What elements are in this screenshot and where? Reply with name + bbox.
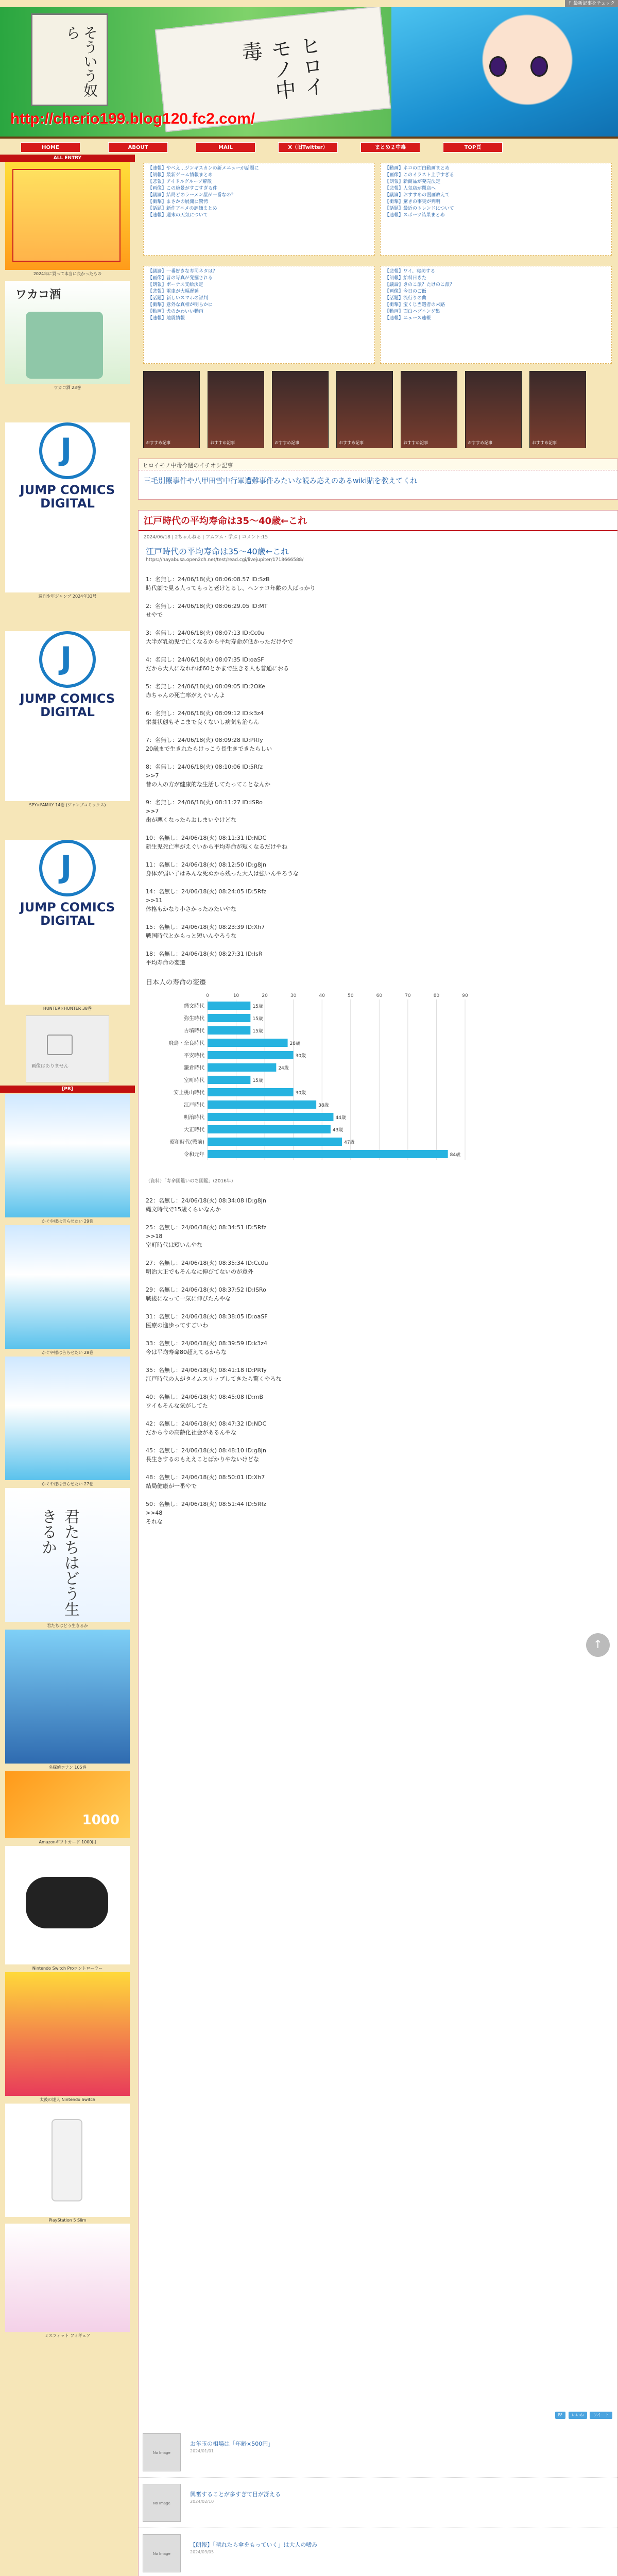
comment-post bbox=[146, 798, 610, 824]
data-label: 30歳 bbox=[295, 1054, 306, 1059]
comment-post bbox=[146, 629, 610, 646]
main-nav bbox=[0, 141, 618, 154]
rss-item[interactable]: 【話題】最近のトレンドについて bbox=[385, 206, 454, 211]
rss-item[interactable]: 【悲報】アイドルグループ解散 bbox=[148, 179, 212, 184]
bar bbox=[208, 1125, 331, 1133]
comment-post bbox=[146, 655, 610, 673]
chart-title: 日本人の寿命の変遷 bbox=[146, 979, 207, 987]
comment-post bbox=[146, 923, 610, 940]
controller-icon bbox=[26, 1877, 108, 1928]
ad-caption-4[interactable]: 君たちはどう生きるか bbox=[0, 1622, 135, 1630]
main-content bbox=[138, 155, 618, 2556]
comment-post bbox=[146, 682, 610, 700]
comment-post bbox=[146, 1312, 610, 1330]
bar bbox=[208, 1051, 294, 1059]
rss-item[interactable]: 【衝撃】宝くじ当選者の末路 bbox=[385, 302, 445, 308]
thumb-5[interactable]: おすすめ記事 bbox=[401, 371, 457, 448]
related-title[interactable]: お年玉の相場は「年齢×500円」 bbox=[190, 2441, 274, 2447]
related-item[interactable] bbox=[139, 2427, 617, 2478]
comment-post bbox=[146, 1259, 610, 1276]
rss-item[interactable]: 【衝撃】驚きの事実が判明 bbox=[385, 199, 441, 205]
post-header: 14：名無し：24/06/18(火) 08:24:05 ID:5Rfz bbox=[146, 888, 267, 895]
bar bbox=[208, 1100, 316, 1109]
header-character-art bbox=[391, 7, 618, 139]
ad-caption-8[interactable]: 太鼓の達人 Nintendo Switch bbox=[0, 2096, 135, 2104]
post-text: 戦国時代とかもっと短いんやろうな bbox=[146, 933, 236, 939]
ad-caption-2[interactable]: かぐや様は告らせたい 28巻 bbox=[0, 1349, 135, 1357]
comment-post bbox=[146, 1285, 610, 1303]
post-header: 31：名無し：24/06/18(火) 08:38:05 ID:oaSF bbox=[146, 1313, 268, 1320]
site-logo[interactable] bbox=[31, 13, 108, 106]
data-label: 15歳 bbox=[252, 1004, 263, 1009]
nav-about[interactable]: ABOUT bbox=[108, 142, 168, 152]
related-date: 2024/03/05 bbox=[190, 2550, 214, 2554]
nav-mail[interactable]: MAIL bbox=[196, 142, 255, 152]
popular-section bbox=[138, 459, 618, 500]
post-text: 20歳まで生きれたらけっこう長生きできたらしい bbox=[146, 745, 272, 752]
comment-post bbox=[146, 1339, 610, 1357]
category-label: 古墳時代 bbox=[184, 1028, 204, 1034]
rss-item[interactable]: 【話題】新しいスマホの評判 bbox=[148, 296, 208, 301]
post-header: 8：名無し：24/06/18(火) 08:10:06 ID:5Rfz bbox=[146, 764, 263, 770]
chart-caption: （資料）「寿命図鑑いのち図鑑」(2016年) bbox=[146, 1179, 233, 1184]
related-item[interactable] bbox=[139, 2478, 617, 2528]
bar bbox=[208, 1150, 448, 1158]
jump-logo-icon bbox=[39, 840, 96, 896]
ad-tile-3[interactable] bbox=[5, 1357, 130, 1480]
category-label: 鎌倉時代 bbox=[184, 1065, 204, 1071]
data-label: 15歳 bbox=[252, 1029, 263, 1034]
rss-item[interactable]: 【画像】今日のご飯 bbox=[385, 289, 427, 294]
data-label: 84歳 bbox=[450, 1153, 461, 1158]
comment-post bbox=[146, 1473, 610, 1490]
tick-label: 40 bbox=[319, 993, 325, 998]
post-text: 大半が乳幼児で亡くなるから平均寿命が低かっただけやで bbox=[146, 638, 293, 645]
rss-box-2 bbox=[380, 163, 612, 256]
bar bbox=[208, 1039, 288, 1047]
rss-box-3 bbox=[143, 266, 375, 364]
jump-comics-tile-2[interactable]: J JUMP COMICS DIGITAL bbox=[5, 631, 130, 801]
like-button[interactable]: いいね bbox=[569, 2412, 587, 2419]
book-caption-4[interactable]: SPY×FAMILY 14巻 (ジャンプコミックス) bbox=[0, 801, 135, 809]
sidebar-head-pr: [PR] bbox=[0, 1086, 135, 1093]
post-header: 5：名無し：24/06/18(火) 08:09:05 ID:2OKe bbox=[146, 683, 265, 690]
tick-label: 60 bbox=[376, 993, 383, 998]
article-heading: 江戸時代の平均寿命は35〜40歳←これ bbox=[146, 547, 289, 556]
category-label: 縄文時代 bbox=[184, 1004, 204, 1009]
ad-caption-10[interactable]: ミスフィット フィギュア bbox=[0, 2332, 135, 2340]
related-date: 2024/02/10 bbox=[190, 2499, 214, 2504]
thumb-4[interactable]: おすすめ記事 bbox=[336, 371, 393, 448]
comment-post bbox=[146, 1196, 610, 1214]
book-cover-1[interactable] bbox=[5, 162, 130, 270]
ad-caption-5[interactable]: 名探偵コナン 105巻 bbox=[0, 1764, 135, 1771]
rss-item[interactable]: 【朗報】新商品が発売決定 bbox=[385, 179, 441, 184]
ad-caption-1[interactable]: かぐや様は告らせたい 29巻 bbox=[0, 1217, 135, 1225]
data-label: 43歳 bbox=[332, 1128, 344, 1133]
post-text: 時代劇で見る人ってもっと老けとるし、ヘンテコ年齢の人ばっかり bbox=[146, 585, 316, 591]
comment-post bbox=[146, 950, 610, 967]
nav-home[interactable]: HOME bbox=[21, 142, 80, 152]
nav-top[interactable]: TOP頁 bbox=[443, 142, 503, 152]
comment-post bbox=[146, 762, 610, 789]
post-header: 10：名無し：24/06/18(火) 08:11:31 ID:NDC bbox=[146, 835, 267, 841]
thumb-7[interactable]: おすすめ記事 bbox=[529, 371, 586, 448]
comment-post bbox=[146, 1366, 610, 1383]
site-header bbox=[0, 7, 618, 139]
category-label: 安土桃山時代 bbox=[174, 1090, 204, 1096]
tick-label: 70 bbox=[405, 993, 411, 998]
ad-tile-1[interactable] bbox=[5, 1094, 130, 1217]
ad-caption-7[interactable]: Nintendo Switch Proコントローラー bbox=[0, 1964, 135, 1972]
rss-item[interactable]: 【画像】このイラスト上手すぎる bbox=[385, 173, 454, 178]
rss-item[interactable]: 【速報】スポーツ結果まとめ bbox=[385, 213, 445, 218]
post-header: 4：名無し：24/06/18(火) 08:07:35 ID:oaSF bbox=[146, 656, 264, 663]
rss-item[interactable]: 【議論】結局どのラーメン屋が一番なの？ bbox=[148, 193, 236, 198]
rss-item[interactable]: 【速報】ニュース速報 bbox=[385, 316, 431, 321]
console-icon bbox=[52, 2119, 82, 2201]
post-text: 今は平均寿命80超えてるからな bbox=[146, 1349, 227, 1355]
related-item[interactable] bbox=[139, 2528, 617, 2576]
ad-tile-8[interactable] bbox=[5, 1972, 130, 2096]
post-text: >>7 昔の人の方が健康的な生活してたってことなんか bbox=[146, 772, 270, 788]
bar bbox=[208, 1026, 250, 1035]
bar bbox=[208, 1076, 250, 1084]
post-text: だから大人になれれば60とかまで生きる人も普通におる bbox=[146, 665, 289, 672]
category-label: 令和元年 bbox=[184, 1152, 204, 1158]
post-header: 6：名無し：24/06/18(火) 08:09:12 ID:k3z4 bbox=[146, 710, 264, 717]
comment-post bbox=[146, 1446, 610, 1464]
eye-right bbox=[530, 56, 548, 77]
jump-logo-icon bbox=[39, 422, 96, 479]
post-header: 2：名無し：24/06/18(火) 08:06:29.05 ID:MT bbox=[146, 603, 268, 609]
data-label: 24歳 bbox=[278, 1066, 289, 1071]
comment-post bbox=[146, 1393, 610, 1410]
comment-post bbox=[146, 1500, 610, 1526]
rss-item[interactable]: 【話題】新作アニメの評価まとめ bbox=[148, 206, 217, 211]
bar bbox=[208, 1138, 342, 1146]
ad-tile-4[interactable]: 君たちはどう生きるか bbox=[5, 1488, 130, 1622]
article-body bbox=[139, 542, 617, 1540]
thumb-3[interactable]: おすすめ記事 bbox=[272, 371, 329, 448]
post-text: 長生きするのもええことばかりやないけどな bbox=[146, 1456, 259, 1463]
rss-item[interactable]: 【議論】きのこ派？たけのこ派？ bbox=[385, 282, 455, 287]
category-label: 弥生時代 bbox=[184, 1016, 204, 1022]
article-meta: 2024/06/18 | 2ちゃんねる | フムフム・学ぶ | コメント:15 bbox=[144, 535, 268, 540]
book-caption-1[interactable]: 2024年に買って本当に良かったもの bbox=[0, 270, 135, 278]
rss-item[interactable]: 【動画】面白ハプニング集 bbox=[385, 309, 440, 314]
rss-item[interactable]: 【議論】おすすめの漫画教えて bbox=[385, 193, 450, 198]
related-title[interactable]: 興奮することが多すぎて目が冴える bbox=[190, 2491, 281, 2498]
rss-item[interactable]: 【動画】犬のかわいい動画 bbox=[148, 309, 204, 314]
article bbox=[138, 510, 618, 2576]
bar bbox=[208, 1014, 250, 1022]
category-label: 昭和時代(戦前) bbox=[169, 1140, 204, 1145]
popular-link[interactable]: 三毛別羆事件や八甲田雪中行軍遭難事件みたいな読み応えのあるwiki貼を教えてくれ bbox=[144, 477, 418, 485]
post-header: 29：名無し：24/06/18(火) 08:37:52 ID:ISRo bbox=[146, 1286, 266, 1293]
bar bbox=[208, 1063, 276, 1072]
thumb-1[interactable]: おすすめ記事 bbox=[143, 371, 200, 448]
category-label: 大正時代 bbox=[184, 1127, 204, 1133]
book-caption-5[interactable]: HUNTER×HUNTER 38巻 bbox=[0, 1005, 135, 1012]
rss-item[interactable]: 【画像】昔の写真が発掘される bbox=[148, 276, 213, 281]
thumb-6[interactable]: おすすめ記事 bbox=[465, 371, 522, 448]
nav-matome[interactable]: まとめ２中毒 bbox=[360, 142, 420, 152]
post-header: 35：名無し：24/06/18(火) 08:41:18 ID:PRTy bbox=[146, 1367, 267, 1374]
share-bar bbox=[554, 2412, 612, 2419]
data-label: 44歳 bbox=[335, 1115, 346, 1121]
comment-post bbox=[146, 860, 610, 878]
category-label: 室町時代 bbox=[184, 1078, 204, 1083]
comment-post bbox=[146, 834, 610, 851]
post-text: 身体が弱い子はみんな死ぬから残った大人は強いんやろうな bbox=[146, 870, 299, 877]
post-header: 3：名無し：24/06/18(火) 08:07:13 ID:Cc0u bbox=[146, 630, 265, 636]
post-header: 33：名無し：24/06/18(火) 08:39:59 ID:k3z4 bbox=[146, 1340, 267, 1347]
rss-area bbox=[138, 155, 618, 376]
related-title[interactable]: 【朗報】「晴れたら傘をもっていく」は大人の嗜み bbox=[190, 2541, 318, 2548]
post-text: 医療の進歩ってすごいわ bbox=[146, 1322, 208, 1329]
category-label: 平安時代 bbox=[184, 1053, 204, 1059]
tick-label: 10 bbox=[233, 993, 239, 998]
post-header: 42：名無し：24/06/18(火) 08:47:32 ID:NDC bbox=[146, 1420, 267, 1427]
comment-post bbox=[146, 602, 610, 619]
tweet-button[interactable]: ツイート bbox=[590, 2412, 612, 2419]
post-header: 50：名無し：24/06/18(火) 08:51:44 ID:5Rfz bbox=[146, 1501, 267, 1507]
rss-box-1 bbox=[143, 163, 375, 256]
related-thumb[interactable]: No Image bbox=[143, 2433, 181, 2471]
rss-item[interactable]: 【衝撃】まさかの展開に驚愕 bbox=[148, 199, 209, 205]
ad-caption-6[interactable]: Amazonギフトカード 1000円 bbox=[0, 1838, 135, 1846]
post-text: 栄養状態もそこまで良くないし病気も治らん bbox=[146, 719, 259, 725]
post-header: 25：名無し：24/06/18(火) 08:34:51 ID:5Rfz bbox=[146, 1224, 267, 1231]
post-header: 18：名無し：24/06/18(火) 08:27:31 ID:IsR bbox=[146, 951, 263, 957]
tick-label: 30 bbox=[290, 993, 297, 998]
jump-comics-tile-1[interactable]: J JUMP COMICS DIGITAL bbox=[5, 422, 130, 592]
ad-caption-3[interactable]: かぐや様は告らせたい 27巻 bbox=[0, 1480, 135, 1488]
rss-item[interactable]: 【悲報】ワイ、寝坊する bbox=[385, 269, 435, 274]
rss-item[interactable]: 【動画】ネコの面白動画まとめ bbox=[385, 166, 450, 171]
ad-tile-10[interactable] bbox=[5, 2224, 130, 2332]
post-header: 15：名無し：24/06/18(火) 08:23:39 ID:Xh7 bbox=[146, 924, 265, 930]
post-text: >>48 それな bbox=[146, 1510, 163, 1525]
post-text: 赤ちゃんの死亡率がえぐいんよ bbox=[146, 692, 225, 699]
ad-tile-6[interactable]: 1000 bbox=[5, 1771, 130, 1838]
popular-head: ヒロイモノ中毒今週のイチオシ記事 bbox=[139, 459, 617, 470]
data-label: 15歳 bbox=[252, 1016, 263, 1022]
nav-twitter[interactable]: X（旧Twitter） bbox=[278, 142, 338, 152]
post-header: 45：名無し：24/06/18(火) 08:48:10 ID:g8Jn bbox=[146, 1447, 266, 1454]
rss-item[interactable]: 【悲報】人気店が閉店へ bbox=[385, 186, 436, 191]
rss-box-4 bbox=[380, 266, 612, 364]
data-label: 15歳 bbox=[252, 1078, 263, 1083]
bar bbox=[208, 1113, 333, 1121]
comment-post bbox=[146, 1419, 610, 1437]
paper-text: ヒロイモノ中毒 bbox=[237, 34, 326, 101]
ad-caption-9[interactable]: PlayStation 5 Slim bbox=[0, 2217, 135, 2224]
post-text: だから今の高齢化社会があるんやな bbox=[146, 1429, 236, 1436]
category-label: 明治時代 bbox=[184, 1115, 204, 1121]
post-header: 22：名無し：24/06/18(火) 08:34:08 ID:g8Jn bbox=[146, 1197, 266, 1204]
book-caption-2[interactable]: ワカコ酒 23巻 bbox=[0, 384, 135, 392]
post-header: 1：名無し：24/06/18(火) 08:06:08.57 ID:SzB bbox=[146, 576, 270, 583]
post-header: 27：名無し：24/06/18(火) 08:35:34 ID:Cc0u bbox=[146, 1260, 268, 1266]
scroll-top-icon[interactable]: ↑ bbox=[586, 1633, 610, 1657]
related-thumb[interactable]: No Image bbox=[143, 2534, 181, 2572]
related-thumb[interactable]: No Image bbox=[143, 2484, 181, 2522]
post-header: 48：名無し：24/06/18(火) 08:50:01 ID:Xh7 bbox=[146, 1474, 265, 1481]
post-text: >>7 歯が悪くなったらおしまいやけどな bbox=[146, 808, 236, 823]
article-title[interactable]: 江戸時代の平均寿命は35〜40歳←これ bbox=[139, 511, 617, 531]
post-header: 9：名無し：24/06/18(火) 08:11:27 ID:ISRo bbox=[146, 799, 263, 806]
comment-post bbox=[146, 736, 610, 753]
post-text: 平均寿命の変遷 bbox=[146, 959, 185, 966]
rss-item[interactable]: 【悲報】電車が大幅遅延 bbox=[148, 289, 199, 294]
ad-tile-9[interactable] bbox=[5, 2104, 130, 2217]
data-label: 30歳 bbox=[295, 1091, 306, 1096]
book-caption-3[interactable]: 週刊少年ジャンプ 2024年33号 bbox=[0, 592, 135, 600]
related-date: 2024/01/01 bbox=[190, 2449, 214, 2453]
thumb-2[interactable]: おすすめ記事 bbox=[208, 371, 264, 448]
post-text: 結局健康が一番やで bbox=[146, 1483, 197, 1489]
jump-comics-tile-3[interactable]: J JUMP COMICS DIGITAL bbox=[5, 840, 130, 1005]
logo-text: そういう奴ら bbox=[64, 25, 98, 97]
ad-tile-7[interactable] bbox=[5, 1846, 130, 1964]
comment-post bbox=[146, 575, 610, 592]
rss-item[interactable]: 【速報】週末の天気について bbox=[148, 213, 208, 218]
rss-item[interactable]: 【議論】一番好きな寿司ネタは？ bbox=[148, 269, 218, 274]
post-text: 江戸時代の人がタイムスリップしてきたら驚くやろな bbox=[146, 1376, 282, 1382]
tick-label: 20 bbox=[262, 993, 268, 998]
post-text: 縄文時代で15歳くらいなんか bbox=[146, 1206, 221, 1213]
rss-item[interactable]: 【朗報】最新ゲーム情報まとめ bbox=[148, 173, 213, 178]
eye-left bbox=[489, 56, 507, 77]
rss-item[interactable]: 【朗報】ボーナス支給決定 bbox=[148, 282, 203, 287]
tick-label: 50 bbox=[348, 993, 354, 998]
category-label: 江戸時代 bbox=[184, 1103, 204, 1108]
lifespan-chart bbox=[146, 976, 480, 1186]
tick-label: 80 bbox=[433, 993, 440, 998]
source-url[interactable]: https://hayabusa.open2ch.net/test/read.cgi/livejupiter/1718666588/ bbox=[146, 557, 304, 563]
comment-post bbox=[146, 1223, 610, 1249]
hatena-button[interactable]: B! bbox=[555, 2412, 566, 2419]
bar bbox=[208, 1088, 294, 1096]
left-sidebar bbox=[0, 155, 135, 2340]
comment-post bbox=[146, 709, 610, 726]
rss-item[interactable]: 【速報】やべえ…ジンギスカンの新メニューが話題に bbox=[148, 166, 259, 171]
jump-logo-icon bbox=[39, 631, 96, 688]
top-right-notice[interactable]: ↑ 最新記事をチェック bbox=[565, 0, 618, 7]
ad-tile-5[interactable] bbox=[5, 1630, 130, 1764]
category-label: 飛鳥・奈良時代 bbox=[168, 1041, 204, 1046]
sidebar-head-all-entry[interactable]: ALL ENTRY bbox=[0, 155, 135, 162]
rss-item[interactable]: 【速報】地震情報 bbox=[148, 316, 185, 321]
data-label: 28歳 bbox=[289, 1041, 301, 1046]
data-label: 47歳 bbox=[344, 1140, 355, 1145]
rss-item[interactable]: 【話題】流行りの曲 bbox=[385, 296, 427, 301]
rss-item[interactable]: 【朗報】給料日きた bbox=[385, 276, 427, 281]
data-label: 38歳 bbox=[318, 1103, 329, 1108]
no-image-tile[interactable]: 画像はありません bbox=[26, 1015, 109, 1082]
ad-tile-2[interactable] bbox=[5, 1225, 130, 1349]
post-header: 40：名無し：24/06/18(火) 08:45:08 ID:mB bbox=[146, 1394, 264, 1400]
post-text: >>11 体格もかなり小さかったみたいやな bbox=[146, 897, 236, 912]
tick-label: 90 bbox=[462, 993, 468, 998]
post-header: 11：名無し：24/06/18(火) 08:12:50 ID:g8Jn bbox=[146, 861, 266, 868]
post-text: せやで bbox=[146, 612, 163, 618]
comment-post bbox=[146, 887, 610, 913]
book-cover-2[interactable]: ワカコ酒 bbox=[5, 281, 130, 384]
post-text: 戦後になって一気に伸びたんやな bbox=[146, 1295, 231, 1302]
tick-label: 0 bbox=[206, 993, 209, 998]
image-placeholder-icon bbox=[47, 1035, 73, 1055]
chart-svg bbox=[146, 989, 480, 1175]
recommend-thumbs bbox=[138, 371, 618, 453]
post-text: ワイもそんな気がしてた bbox=[146, 1402, 208, 1409]
related-list bbox=[139, 2427, 617, 2576]
bar bbox=[208, 1002, 250, 1010]
post-header: 7：名無し：24/06/18(火) 08:09:28 ID:PRTy bbox=[146, 737, 263, 743]
rss-item[interactable]: 【衝撃】意外な真相が明らかに bbox=[148, 302, 213, 308]
rss-item[interactable]: 【画像】この絶景がすごすぎる件 bbox=[148, 186, 218, 191]
post-text: >>18 室町時代は短いんやな bbox=[146, 1233, 202, 1248]
post-text: 明治大正でもそんなに伸びてないのが意外 bbox=[146, 1268, 253, 1275]
site-url[interactable]: http://cherio199.blog120.fc2.com/ bbox=[10, 110, 255, 127]
post-text: 新生児死亡率がえぐいから平均寿命が短くなるだけやね bbox=[146, 843, 287, 850]
